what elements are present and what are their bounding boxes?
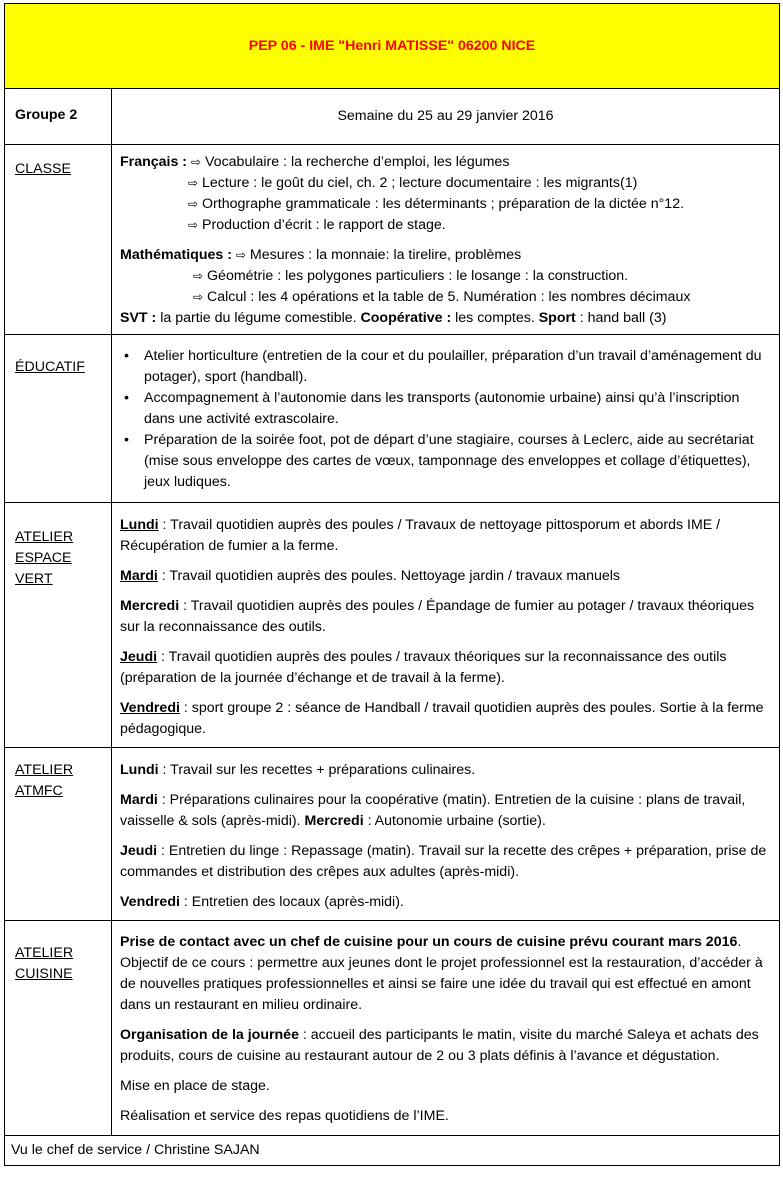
educatif-row [5,335,780,503]
schedule-table [4,3,780,1166]
cuisine-objective: Objectif de ce cours : permettre aux jeunes dont le projet professionnel est la restauration, d’accéder à de nouvelles pratiques professionnelles et ainsi se faire une idée du travail qui est effectué en amont dans un restaurant en milieu ordinaire. [120,955,763,1013]
list-item-text: Accompagnement à l’autonomie dans les transports (autonomie urbaine) ainsi qu’à l’inscription dans une activité extrascolaire. [144,390,740,427]
footer-signature: Vu le chef de service / Christine SAJAN [5,1136,780,1166]
list-item-text: Atelier horticulture (entretien de la cour et du poulailler, préparation d’un travail d’aménagement du potager), sport (handball). [144,348,762,385]
day-entry [120,892,771,913]
day-text: : Autonomie urbaine (sortie). [363,813,546,829]
educatif-content [112,335,780,503]
week-title: Semaine du 25 au 29 janvier 2016 [112,89,780,145]
day-entry [120,596,771,638]
title-row [5,4,780,89]
document-title: PEP 06 - IME "Henri MATISSE" 06200 NICE [5,4,780,89]
org-label: Organisation de la journée [120,1027,299,1043]
day-text: : Travail quotidien auprès des poules / Travaux de nettoyage pittosporum et abords IME / Récupération de fumier a la ferme. [120,517,721,554]
cuisine-row [5,921,780,1136]
francais-line: Production d’écrit : le rapport de stage. [202,217,446,233]
cuisine-organisation [120,1025,771,1067]
day-label: Vendredi [120,894,180,910]
cuisine-stage: Mise en place de stage. [120,1078,270,1094]
group-label: Groupe 2 [5,89,112,145]
espace-vert-content [112,503,780,748]
day-label: Mercredi [304,813,364,829]
educatif-label: ÉDUCATIF [15,359,85,375]
list-item [124,346,771,388]
cuisine-intro-end: . [737,934,742,950]
maths-line: Géométrie : les polygones particuliers : le losange : la construction. [207,268,629,284]
francais-line: Vocabulaire : la recherche d’emploi, les légumes [205,154,510,170]
document-page [4,3,779,1166]
educatif-label-cell [5,335,112,503]
cuisine-label-line: ATELIER [15,945,74,961]
list-item [124,430,771,493]
classe-content [112,145,780,335]
arrow-icon: ⇨ [193,269,204,283]
day-text: : Préparations culinaires pour la coopérative (matin). Entretien de la cuisine : plans de travail, vaisselle & sols (après-midi). [120,792,746,829]
day-label: Mercredi [120,598,180,614]
day-label: Vendredi [120,700,180,716]
bullet-icon: • [124,432,129,448]
cuisine-intro-bold: Prise de contact avec un chef de cuisine pour un cours de cuisine prévu courant mars 2016 [120,934,738,950]
day-text: : Travail sur les recettes + préparations culinaires. [158,762,476,778]
classe-label-cell [5,145,112,335]
day-label: Lundi [120,762,159,778]
espace-vert-label-line: ESPACE [15,550,72,566]
day-text: : sport groupe 2 : séance de Handball / travail quotidien auprès des poules. Sortie à la ferme pédagogique. [120,700,764,737]
org-text: : accueil des participants le matin, visite du marché Saleya et achats des produits, cours de cuisine au restaurant autour de 2 ou 3 plats définis à l’avance et dégustation. [120,1027,759,1064]
group-row [5,89,780,145]
day-text: : Travail quotidien auprès des poules / travaux théoriques sur la reconnaissance des outils (préparation de la journée d’échange et de travail à la ferme). [120,649,727,686]
cuisine-label-cell [5,921,112,1136]
bullet-icon: • [124,390,129,406]
educatif-list [120,346,771,493]
arrow-icon: ⇨ [188,218,199,232]
day-entry [120,760,771,781]
day-entry [120,566,771,587]
cuisine-label-line: CUISINE [15,966,73,982]
list-item-text: Préparation de la soirée foot, pot de départ d’une stagiaire, courses à Leclerc, aide au secrétariat (mise sous enveloppe des cartes de vœux, tamponnage des enveloppes et collage d’étiquettes), jeux ludiques. [144,432,754,490]
svt-label: SVT : [120,310,157,326]
espace-vert-label-line: VERT [15,571,53,587]
day-text: : Travail quotidien auprès des poules / Épandage de fumier au potager / travaux théoriques sur la reconnaissance des outils. [120,598,755,635]
coop-text: les comptes. [451,310,535,326]
day-label: Lundi [120,517,159,533]
maths-label: Mathématiques : [120,247,232,263]
maths-line: Mesures : la monnaie: la tirelire, problèmes [249,247,522,263]
atmfc-label-line: ATELIER [15,762,74,778]
day-text: : Entretien du linge : Repassage (matin). Travail sur la recette des crêpes + préparation, prise de commandes et distribution des crêpes aux adultes (après-midi). [120,843,767,880]
sport-text: : hand ball (3) [575,310,667,326]
cuisine-intro [120,932,771,1016]
day-text: : Entretien des locaux (après-midi). [179,894,404,910]
maths-line: Calcul : les 4 opérations et la table de 5. Numération : les nombres décimaux [207,289,691,305]
francais-line: Orthographe grammaticale : les déterminants ; préparation de la dictée n°12. [202,196,685,212]
day-label: Jeudi [120,649,158,665]
day-entry [120,841,771,883]
arrow-icon: ⇨ [188,176,199,190]
espace-vert-row [5,503,780,748]
bullet-icon: • [124,348,129,364]
day-label: Mardi [120,792,158,808]
day-entry [120,698,771,740]
footer-row [5,1136,780,1166]
day-entry [120,790,771,832]
cuisine-content [112,921,780,1136]
arrow-icon: ⇨ [193,290,204,304]
coop-label: Coopérative : [356,310,452,326]
day-label: Mardi [120,568,158,584]
sport-label: Sport [534,310,576,326]
classe-label: CLASSE [15,161,71,177]
atmfc-content [112,748,780,921]
svt-text: la partie du légume comestible. [156,310,357,326]
cuisine-meals: Réalisation et service des repas quotidiens de l’IME. [120,1108,449,1124]
day-entry [120,515,771,557]
francais-label: Français : [120,154,188,170]
day-entry [120,647,771,689]
espace-vert-label-line: ATELIER [15,529,74,545]
arrow-icon: ⇨ [188,197,199,211]
atmfc-label-cell [5,748,112,921]
day-label: Jeudi [120,843,158,859]
atmfc-label-line: ATMFC [15,783,63,799]
list-item [124,388,771,430]
francais-line: Lecture : le goût du ciel, ch. 2 ; lecture documentaire : les migrants(1) [202,175,638,191]
espace-vert-label-cell [5,503,112,748]
day-text: : Travail quotidien auprès des poules. Nettoyage jardin / travaux manuels [157,568,620,584]
arrow-icon: ⇨ [235,248,246,262]
classe-row [5,145,780,335]
arrow-icon: ⇨ [190,155,202,169]
atmfc-row [5,748,780,921]
